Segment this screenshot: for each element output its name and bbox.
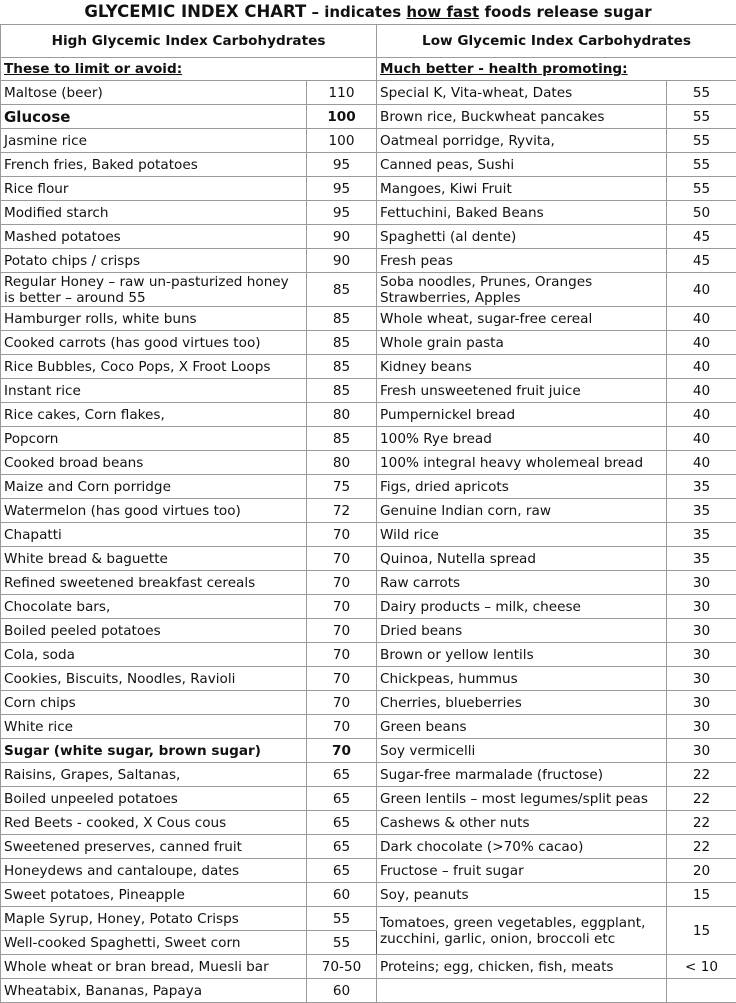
low-gi-food: Sugar-free marmalade (fructose) [377, 763, 667, 787]
high-gi-value: 72 [307, 499, 377, 523]
high-gi-food: Cooked broad beans [1, 451, 307, 475]
low-gi-food: Dairy products – milk, cheese [377, 595, 667, 619]
low-gi-food: Soy, peanuts [377, 883, 667, 907]
high-gi-food: French fries, Baked potatoes [1, 153, 307, 177]
high-gi-food: White rice [1, 715, 307, 739]
low-gi-value: 40 [667, 307, 736, 331]
low-gi-value: 15 [667, 883, 736, 907]
high-gi-food: Cooked carrots (has good virtues too) [1, 331, 307, 355]
high-gi-food: Whole wheat or bran bread, Muesli bar [1, 955, 307, 979]
title-main: GLYCEMIC INDEX CHART [84, 2, 306, 21]
high-gi-value: 100 [307, 129, 377, 153]
high-gi-value: 95 [307, 153, 377, 177]
low-gi-value: 30 [667, 739, 736, 763]
high-gi-food: Regular Honey – raw un-pasturized honey is better – around 55 [1, 273, 307, 307]
low-gi-food: Kidney beans [377, 355, 667, 379]
high-gi-food: Watermelon (has good virtues too) [1, 499, 307, 523]
high-gi-food: Rice cakes, Corn flakes, [1, 403, 307, 427]
table-row [1, 451, 736, 475]
high-gi-food: Sweetened preserves, canned fruit [1, 835, 307, 859]
high-gi-value: 85 [307, 307, 377, 331]
low-gi-food: Dried beans [377, 619, 667, 643]
low-gi-food: Wild rice [377, 523, 667, 547]
low-gi-value: 45 [667, 225, 736, 249]
high-gi-food: White bread & baguette [1, 547, 307, 571]
table-row [1, 177, 736, 201]
high-gi-value: 70 [307, 523, 377, 547]
glycemic-table [0, 24, 736, 1003]
low-gi-food: Canned peas, Sushi [377, 153, 667, 177]
high-gi-value: 70-50 [307, 955, 377, 979]
low-gi-value: 40 [667, 427, 736, 451]
low-gi-subheader: Much better - health promoting: [377, 58, 736, 81]
low-gi-food: Figs, dried apricots [377, 475, 667, 499]
table-row [1, 201, 736, 225]
high-gi-value: 70 [307, 691, 377, 715]
title-dash: – indicates [306, 3, 406, 21]
table-row [1, 427, 736, 451]
table-row [1, 225, 736, 249]
high-gi-value: 70 [307, 571, 377, 595]
low-gi-food: Brown or yellow lentils [377, 643, 667, 667]
table-row [1, 499, 736, 523]
low-gi-value: 30 [667, 619, 736, 643]
table-row [1, 691, 736, 715]
high-gi-value: 70 [307, 739, 377, 763]
table-row [1, 105, 736, 129]
low-gi-value: 30 [667, 715, 736, 739]
low-gi-food: Green beans [377, 715, 667, 739]
high-gi-food: Glucose [1, 105, 307, 129]
high-gi-food: Jasmine rice [1, 129, 307, 153]
table-row [1, 571, 736, 595]
high-gi-food: Maple Syrup, Honey, Potato Crisps [1, 907, 307, 931]
high-gi-food: Honeydews and cantaloupe, dates [1, 859, 307, 883]
high-gi-value: 90 [307, 249, 377, 273]
table-row [1, 81, 736, 105]
high-gi-value: 85 [307, 427, 377, 451]
high-gi-food: Chocolate bars, [1, 595, 307, 619]
high-gi-value: 60 [307, 883, 377, 907]
low-gi-food: Soy vermicelli [377, 739, 667, 763]
high-gi-food: Modified starch [1, 201, 307, 225]
table-row [1, 619, 736, 643]
low-gi-food: Green lentils – most legumes/split peas [377, 787, 667, 811]
low-gi-value [667, 979, 736, 1003]
high-gi-value: 100 [307, 105, 377, 129]
table-row [1, 595, 736, 619]
low-gi-value: 30 [667, 691, 736, 715]
high-gi-value: 80 [307, 451, 377, 475]
table-row [1, 835, 736, 859]
high-gi-value: 85 [307, 379, 377, 403]
low-gi-food: Whole grain pasta [377, 331, 667, 355]
column-header-row [1, 25, 736, 58]
low-gi-value: 22 [667, 811, 736, 835]
subheader-row [1, 58, 736, 81]
table-row [1, 667, 736, 691]
low-gi-value: 55 [667, 153, 736, 177]
table-row [1, 883, 736, 907]
table-row [1, 153, 736, 177]
high-gi-value: 90 [307, 225, 377, 249]
low-gi-food: Proteins; egg, chicken, fish, meats [377, 955, 667, 979]
table-row [1, 379, 736, 403]
high-gi-value: 70 [307, 643, 377, 667]
high-gi-header: High Glycemic Index Carbohydrates [1, 25, 377, 58]
high-gi-value: 65 [307, 763, 377, 787]
low-gi-food: Quinoa, Nutella spread [377, 547, 667, 571]
table-row [1, 475, 736, 499]
high-gi-value: 65 [307, 811, 377, 835]
low-gi-value: 55 [667, 177, 736, 201]
low-gi-food: Genuine Indian corn, raw [377, 499, 667, 523]
high-gi-value: 55 [307, 907, 377, 931]
table-row [1, 787, 736, 811]
low-gi-value: 55 [667, 81, 736, 105]
low-gi-value: 30 [667, 595, 736, 619]
low-gi-food: Chickpeas, hummus [377, 667, 667, 691]
high-gi-value: 110 [307, 81, 377, 105]
high-gi-food: Raisins, Grapes, Saltanas, [1, 763, 307, 787]
high-gi-value: 70 [307, 715, 377, 739]
low-gi-food: Fettuchini, Baked Beans [377, 201, 667, 225]
low-gi-food: 100% integral heavy wholemeal bread [377, 451, 667, 475]
low-gi-food: Cherries, blueberries [377, 691, 667, 715]
high-gi-value: 55 [307, 931, 377, 955]
high-gi-food: Rice Bubbles, Coco Pops, X Froot Loops [1, 355, 307, 379]
low-gi-food: Dark chocolate (>70% cacao) [377, 835, 667, 859]
high-gi-food: Refined sweetened breakfast cereals [1, 571, 307, 595]
low-gi-value: 35 [667, 523, 736, 547]
low-gi-food: Brown rice, Buckwheat pancakes [377, 105, 667, 129]
high-gi-value: 65 [307, 859, 377, 883]
high-gi-food: Cola, soda [1, 643, 307, 667]
low-gi-food: Special K, Vita-wheat, Dates [377, 81, 667, 105]
high-gi-value: 85 [307, 273, 377, 307]
table-row [1, 523, 736, 547]
low-gi-food: Spaghetti (al dente) [377, 225, 667, 249]
low-gi-value: 40 [667, 403, 736, 427]
high-gi-food: Hamburger rolls, white buns [1, 307, 307, 331]
table-row [1, 859, 736, 883]
high-gi-food: Mashed potatoes [1, 225, 307, 249]
high-gi-value: 65 [307, 787, 377, 811]
table-row [1, 307, 736, 331]
high-gi-food: Boiled peeled potatoes [1, 619, 307, 643]
low-gi-food: Fresh unsweetened fruit juice [377, 379, 667, 403]
low-gi-food: Soba noodles, Prunes, Oranges Strawberries, Apples [377, 273, 667, 307]
low-gi-value: 22 [667, 787, 736, 811]
high-gi-value: 75 [307, 475, 377, 499]
high-gi-food: Chapatti [1, 523, 307, 547]
table-row [1, 715, 736, 739]
low-gi-food: Raw carrots [377, 571, 667, 595]
low-gi-food: Cashews & other nuts [377, 811, 667, 835]
table-row [1, 403, 736, 427]
low-gi-value: 30 [667, 571, 736, 595]
high-gi-value: 65 [307, 835, 377, 859]
high-gi-food: Popcorn [1, 427, 307, 451]
low-gi-value: 40 [667, 379, 736, 403]
high-gi-food: Well-cooked Spaghetti, Sweet corn [1, 931, 307, 955]
table-row [1, 763, 736, 787]
high-gi-value: 85 [307, 331, 377, 355]
high-gi-food: Potato chips / crisps [1, 249, 307, 273]
low-gi-value: 55 [667, 129, 736, 153]
low-gi-value: 30 [667, 667, 736, 691]
high-gi-food: Wheatabix, Bananas, Papaya [1, 979, 307, 1003]
high-gi-food: Maize and Corn porridge [1, 475, 307, 499]
title-underlined: how fast [406, 3, 479, 21]
high-gi-value: 80 [307, 403, 377, 427]
table-row [1, 331, 736, 355]
high-gi-food: Cookies, Biscuits, Noodles, Ravioli [1, 667, 307, 691]
high-gi-food: Instant rice [1, 379, 307, 403]
high-gi-food: Maltose (beer) [1, 81, 307, 105]
low-gi-food: Fructose – fruit sugar [377, 859, 667, 883]
low-gi-value: 40 [667, 355, 736, 379]
high-gi-food: Rice flour [1, 177, 307, 201]
low-gi-header: Low Glycemic Index Carbohydrates [377, 25, 736, 58]
low-gi-value: 15 [667, 907, 736, 955]
low-gi-food: Fresh peas [377, 249, 667, 273]
table-row [1, 643, 736, 667]
low-gi-value: 45 [667, 249, 736, 273]
table-row [1, 907, 736, 931]
low-gi-value: 22 [667, 763, 736, 787]
low-gi-food: Oatmeal porridge, Ryvita, [377, 129, 667, 153]
low-gi-value: 55 [667, 105, 736, 129]
low-gi-value: 35 [667, 499, 736, 523]
high-gi-food: Boiled unpeeled potatoes [1, 787, 307, 811]
table-row [1, 249, 736, 273]
high-gi-food: Red Beets - cooked, X Cous cous [1, 811, 307, 835]
high-gi-subheader: These to limit or avoid: [1, 58, 377, 81]
low-gi-value: 40 [667, 273, 736, 307]
title-rest: foods release sugar [479, 3, 651, 21]
low-gi-value: 20 [667, 859, 736, 883]
low-gi-value: 35 [667, 475, 736, 499]
high-gi-food: Corn chips [1, 691, 307, 715]
low-gi-food: Whole wheat, sugar-free cereal [377, 307, 667, 331]
table-row [1, 739, 736, 763]
chart-title [0, 0, 736, 24]
low-gi-value: < 10 [667, 955, 736, 979]
high-gi-food: Sugar (white sugar, brown sugar) [1, 739, 307, 763]
low-gi-value: 30 [667, 643, 736, 667]
low-gi-value: 22 [667, 835, 736, 859]
table-row [1, 979, 736, 1003]
high-gi-food: Sweet potatoes, Pineapple [1, 883, 307, 907]
table-row [1, 547, 736, 571]
high-gi-value: 70 [307, 547, 377, 571]
high-gi-value: 85 [307, 355, 377, 379]
low-gi-food: Pumpernickel bread [377, 403, 667, 427]
low-gi-food [377, 979, 667, 1003]
table-row [1, 129, 736, 153]
low-gi-value: 35 [667, 547, 736, 571]
low-gi-value: 40 [667, 331, 736, 355]
table-row [1, 355, 736, 379]
low-gi-value: 50 [667, 201, 736, 225]
low-gi-food: Mangoes, Kiwi Fruit [377, 177, 667, 201]
table-row [1, 811, 736, 835]
high-gi-value: 60 [307, 979, 377, 1003]
low-gi-value: 40 [667, 451, 736, 475]
low-gi-food: Tomatoes, green vegetables, eggplant, zucchini, garlic, onion, broccoli etc [377, 907, 667, 955]
low-gi-food: 100% Rye bread [377, 427, 667, 451]
high-gi-value: 70 [307, 667, 377, 691]
high-gi-value: 70 [307, 595, 377, 619]
table-row [1, 273, 736, 307]
high-gi-value: 95 [307, 201, 377, 225]
high-gi-value: 95 [307, 177, 377, 201]
high-gi-value: 70 [307, 619, 377, 643]
table-row [1, 955, 736, 979]
